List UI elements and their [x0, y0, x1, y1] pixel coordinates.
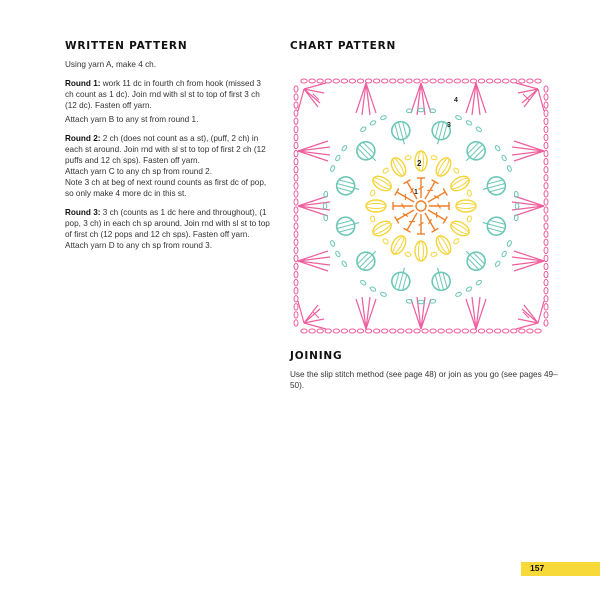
- double-crochet-symbol: [395, 189, 414, 202]
- chain-stitch-symbol: [380, 292, 387, 298]
- chain-stitch-symbol: [294, 231, 298, 237]
- double-crochet-symbol: [428, 210, 447, 223]
- chain-stitch-symbol: [544, 207, 548, 213]
- chain-stitch-symbol: [467, 216, 472, 223]
- chain-stitch-symbol: [309, 79, 315, 83]
- joining-text: Use the slip stitch method (see page 48) or join as you go (see pages 49–50).: [290, 370, 558, 390]
- chain-stitch-symbol: [544, 312, 548, 318]
- chain-stitch-symbol: [294, 207, 298, 213]
- chain-stitch-symbol: [527, 329, 533, 333]
- double-crochet-symbol: [417, 214, 425, 234]
- chain-stitch-symbol: [365, 79, 371, 83]
- chain-stitch-symbol: [544, 288, 548, 294]
- chain-stitch-symbol: [544, 118, 548, 124]
- round-2-paragraph: [65, 133, 270, 166]
- round-2-note-1: Attach yarn C to any ch sp from round 2.: [65, 167, 212, 176]
- popcorn-stitch-symbol: [480, 214, 507, 237]
- chain-stitch-symbol: [341, 329, 347, 333]
- puff-stitch-symbol: [366, 200, 386, 212]
- chain-stitch-symbol: [294, 263, 298, 269]
- chain-stitch-symbol: [486, 329, 492, 333]
- popcorn-stitch-symbol: [480, 175, 507, 198]
- chain-stitch-symbol: [294, 167, 298, 173]
- round-1-text: work 11 dc in fourth ch from hook (missed 3 ch count as 1 dc). Join rnd with sl st to top of first 3 ch (12 dc). Fasten off yarn.: [65, 79, 261, 110]
- chain-stitch-symbol: [470, 79, 476, 83]
- chain-stitch-symbol: [294, 110, 298, 116]
- chain-stitch-symbol: [398, 329, 404, 333]
- round-1-double-crochets: [393, 178, 449, 234]
- chain-stitch-symbol: [301, 329, 307, 333]
- round-1-label: Round 1:: [65, 79, 101, 88]
- chain-stitch-symbol: [294, 296, 298, 302]
- edge-fan: [466, 83, 486, 115]
- chain-stitch-symbol: [294, 304, 298, 310]
- chain-stitch-symbol: [414, 79, 420, 83]
- chain-stitch-symbol: [294, 191, 298, 197]
- chain-stitch-symbol: [544, 263, 548, 269]
- chain-stitch-symbol: [544, 94, 548, 100]
- chain-stitch-symbol: [544, 320, 548, 326]
- popcorn-stitch-symbol: [390, 265, 413, 292]
- chain-stitch-symbol: [519, 329, 525, 333]
- chain-stitch-symbol: [382, 329, 388, 333]
- intro-text: Using yarn A, make 4 ch.: [65, 60, 157, 69]
- round-2-number: 2: [417, 159, 422, 168]
- round-2-label: Round 2:: [65, 134, 101, 143]
- chain-stitch-symbol: [438, 329, 444, 333]
- popcorn-stitch-symbol: [390, 120, 413, 147]
- edge-fan: [512, 141, 544, 161]
- round-3-note: Attach yarn D to any ch sp from round 3.: [65, 241, 212, 250]
- chain-stitch-symbol: [503, 329, 509, 333]
- edge-fan: [466, 297, 486, 329]
- edge-fan: [411, 297, 431, 329]
- chain-stitch-symbol: [475, 279, 482, 285]
- chain-stitch-symbol: [365, 329, 371, 333]
- double-crochet-symbol: [425, 180, 438, 199]
- chain-stitch-symbol: [544, 247, 548, 253]
- chain-stitch-symbol: [405, 155, 412, 160]
- chain-stitch-symbol: [511, 79, 517, 83]
- chain-stitch-symbol: [466, 120, 473, 126]
- chain-stitch-symbol: [294, 199, 298, 205]
- chain-stitch-symbol: [455, 292, 462, 298]
- chain-stitch-symbol: [455, 115, 462, 121]
- chain-stitch-symbol: [544, 167, 548, 173]
- chain-stitch-symbol: [494, 145, 500, 152]
- chain-stitch-symbol: [335, 155, 341, 162]
- chain-stitch-symbol: [294, 279, 298, 285]
- chain-stitch-symbol: [406, 79, 412, 83]
- chain-stitch-symbol: [325, 79, 331, 83]
- chain-stitch-symbol: [325, 329, 331, 333]
- chain-stitch-symbol: [494, 79, 500, 83]
- chain-stitch-symbol: [544, 215, 548, 221]
- joining-section: [290, 350, 560, 391]
- chain-stitch-symbol: [544, 142, 548, 148]
- chain-stitch-symbol: [294, 312, 298, 318]
- popcorn-stitch-symbol: [353, 138, 382, 167]
- chain-stitch-symbol: [294, 288, 298, 294]
- chain-stitch-symbol: [333, 79, 339, 83]
- chain-stitch-symbol: [294, 239, 298, 245]
- chain-stitch-symbol: [330, 165, 336, 172]
- chain-stitch-symbol: [544, 191, 548, 197]
- crochet-chart: [290, 75, 552, 337]
- chain-stitch-symbol: [527, 79, 533, 83]
- round-4-border: [294, 79, 548, 333]
- popcorn-stitch-symbol: [460, 245, 489, 274]
- chain-stitch-symbol: [317, 329, 323, 333]
- chain-stitch-symbol: [294, 86, 298, 92]
- chain-stitch-symbol: [544, 150, 548, 156]
- chain-stitch-symbol: [431, 155, 438, 160]
- round-3-popcorns: [323, 108, 519, 304]
- chain-stitch-symbol: [294, 215, 298, 221]
- chain-stitch-symbol: [519, 79, 525, 83]
- chain-stitch-symbol: [544, 223, 548, 229]
- chain-stitch-symbol: [301, 79, 307, 83]
- chain-stitch-symbol: [544, 255, 548, 261]
- popcorn-stitch-symbol: [460, 138, 489, 167]
- chain-stitch-symbol: [294, 142, 298, 148]
- chain-stitch-symbol: [486, 79, 492, 83]
- round-2-note-2: Note 3 ch at beg of next round counts as first dc of pop, so only make 4 more dc in this st.: [65, 178, 267, 198]
- edge-fan: [298, 251, 330, 271]
- popcorn-stitch-symbol: [353, 245, 382, 274]
- chain-stitch-symbol: [438, 79, 444, 83]
- chain-stitch-symbol: [544, 296, 548, 302]
- chain-stitch-symbol: [390, 79, 396, 83]
- chain-stitch-symbol: [422, 79, 428, 83]
- chain-stitch-symbol: [341, 79, 347, 83]
- round-3-paragraph: [65, 207, 270, 240]
- chain-stitch-symbol: [466, 286, 473, 292]
- round-3-number: 3: [447, 122, 451, 129]
- chain-stitch-symbol: [341, 145, 347, 152]
- chain-stitch-symbol: [454, 329, 460, 333]
- chain-stitch-symbol: [294, 150, 298, 156]
- chain-stitch-symbol: [454, 79, 460, 83]
- chain-stitch-symbol: [494, 260, 500, 267]
- chain-stitch-symbol: [478, 79, 484, 83]
- chain-stitch-symbol: [294, 271, 298, 277]
- popcorn-stitch-symbol: [335, 214, 362, 237]
- edge-fan: [411, 83, 431, 115]
- round-3-label: Round 3:: [65, 208, 101, 217]
- chain-stitch-symbol: [430, 79, 436, 83]
- chain-stitch-symbol: [382, 79, 388, 83]
- chain-stitch-symbol: [294, 320, 298, 326]
- chain-stitch-symbol: [544, 271, 548, 277]
- chain-stitch-symbol: [335, 251, 341, 258]
- chain-stitch-symbol: [370, 216, 375, 223]
- chain-stitch-symbol: [382, 238, 389, 245]
- chain-stitch-symbol: [544, 231, 548, 237]
- chain-stitch-symbol: [418, 108, 424, 112]
- chain-stitch-symbol: [511, 329, 517, 333]
- edge-fan: [298, 141, 330, 161]
- chain-stitch-symbol: [294, 94, 298, 100]
- chain-stitch-symbol: [418, 300, 424, 304]
- chain-stitch-symbol: [373, 79, 379, 83]
- chain-stitch-symbol: [294, 223, 298, 229]
- edge-fan: [512, 196, 544, 216]
- chain-stitch-symbol: [431, 252, 438, 257]
- chain-stitch-symbol: [317, 79, 323, 83]
- written-pattern-heading: WRITTEN PATTERN: [65, 40, 188, 52]
- chain-stitch-symbol: [360, 279, 367, 285]
- chart-pattern-heading: CHART PATTERN: [290, 40, 397, 52]
- chain-stitch-symbol: [349, 79, 355, 83]
- round-3-text: 3 ch (counts as 1 dc here and throughout), (1 pop, 3 ch) in each ch sp around. Join rnd with sl st to top of first ch (12 pops and 12 ch sps). Fasten off yarn.: [65, 208, 270, 239]
- chain-stitch-symbol: [357, 329, 363, 333]
- chain-stitch-symbol: [446, 79, 452, 83]
- chain-stitch-symbol: [294, 158, 298, 164]
- corner-fan: [298, 83, 326, 111]
- puff-stitch-symbol: [415, 241, 427, 261]
- corner-fan: [516, 301, 544, 329]
- chain-stitch-symbol: [462, 79, 468, 83]
- chain-stitch-symbol: [544, 279, 548, 285]
- chain-stitch-symbol: [507, 165, 513, 172]
- page-number: 157: [530, 563, 545, 573]
- chain-stitch-symbol: [370, 190, 375, 197]
- center-ring: [416, 201, 426, 211]
- chain-stitch-symbol: [294, 175, 298, 181]
- chain-stitch-symbol: [544, 126, 548, 132]
- chain-stitch-symbol: [475, 126, 482, 132]
- chain-stitch-symbol: [330, 240, 336, 247]
- chain-stitch-symbol: [544, 86, 548, 92]
- chain-stitch-symbol: [398, 79, 404, 83]
- round-1-note: Attach yarn B to any st from round 1.: [65, 115, 199, 124]
- chain-stitch-symbol: [390, 329, 396, 333]
- puff-stitch-symbol: [456, 200, 476, 212]
- double-crochet-symbol: [404, 213, 417, 232]
- round-1-paragraph: [65, 78, 270, 111]
- popcorn-stitch-symbol: [429, 265, 452, 292]
- chain-stitch-symbol: [406, 329, 412, 333]
- chain-stitch-symbol: [380, 115, 387, 121]
- chain-stitch-symbol: [370, 286, 377, 292]
- chain-stitch-symbol: [544, 239, 548, 245]
- chain-stitch-symbol: [341, 260, 347, 267]
- chain-stitch-symbol: [544, 199, 548, 205]
- chain-stitch-symbol: [422, 329, 428, 333]
- chain-stitch-symbol: [294, 134, 298, 140]
- chain-stitch-symbol: [453, 167, 460, 174]
- page-number-tab: [521, 562, 600, 576]
- edge-fan: [356, 297, 376, 329]
- chain-stitch-symbol: [544, 102, 548, 108]
- chain-stitch-symbol: [544, 183, 548, 189]
- chain-stitch-symbol: [544, 134, 548, 140]
- chain-stitch-symbol: [503, 79, 509, 83]
- chain-stitch-symbol: [515, 203, 519, 209]
- chain-stitch-symbol: [535, 79, 541, 83]
- corner-fan: [298, 301, 326, 329]
- corner-fan: [516, 83, 544, 111]
- chain-stitch-symbol: [544, 110, 548, 116]
- chain-stitch-symbol: [467, 190, 472, 197]
- chain-stitch-symbol: [430, 329, 436, 333]
- chain-stitch-symbol: [333, 329, 339, 333]
- chain-stitch-symbol: [446, 329, 452, 333]
- chain-stitch-symbol: [370, 120, 377, 126]
- chain-stitch-symbol: [501, 251, 507, 258]
- written-pattern-section: [65, 40, 270, 251]
- double-crochet-symbol: [417, 178, 425, 198]
- chain-stitch-symbol: [323, 203, 327, 209]
- joining-heading: JOINING: [290, 350, 343, 362]
- chain-stitch-symbol: [349, 329, 355, 333]
- chain-stitch-symbol: [360, 126, 367, 132]
- chain-stitch-symbol: [470, 329, 476, 333]
- chart-pattern-section: [290, 40, 560, 59]
- edge-fan: [356, 83, 376, 115]
- chain-stitch-symbol: [294, 183, 298, 189]
- chain-stitch-symbol: [544, 175, 548, 181]
- round-1-number: 1: [414, 189, 418, 196]
- chain-stitch-symbol: [414, 329, 420, 333]
- chain-stitch-symbol: [309, 329, 315, 333]
- chain-stitch-symbol: [494, 329, 500, 333]
- chain-stitch-symbol: [462, 329, 468, 333]
- chain-stitch-symbol: [294, 247, 298, 253]
- chain-stitch-symbol: [373, 329, 379, 333]
- round-4-number: 4: [454, 97, 458, 104]
- chain-stitch-symbol: [294, 126, 298, 132]
- chain-stitch-symbol: [294, 118, 298, 124]
- double-crochet-symbol: [429, 202, 449, 210]
- popcorn-stitch-symbol: [335, 175, 362, 198]
- edge-fan: [298, 196, 330, 216]
- round-2-text: 2 ch (does not count as a st), (puff, 2 ch) in each st around. Join rnd with sl st to top of first 2 ch (12 puffs and 12 ch sps). Fasten off yarn.: [65, 134, 266, 165]
- chain-stitch-symbol: [544, 158, 548, 164]
- chain-stitch-symbol: [507, 240, 513, 247]
- edge-fan: [512, 251, 544, 271]
- chain-stitch-symbol: [294, 255, 298, 261]
- chain-stitch-symbol: [544, 304, 548, 310]
- chain-stitch-symbol: [357, 79, 363, 83]
- double-crochet-symbol: [393, 202, 413, 210]
- chain-stitch-symbol: [405, 252, 412, 257]
- chain-stitch-symbol: [382, 167, 389, 174]
- chain-stitch-symbol: [294, 102, 298, 108]
- chain-stitch-symbol: [535, 329, 541, 333]
- chain-stitch-symbol: [478, 329, 484, 333]
- chain-stitch-symbol: [501, 155, 507, 162]
- chain-stitch-symbol: [453, 238, 460, 245]
